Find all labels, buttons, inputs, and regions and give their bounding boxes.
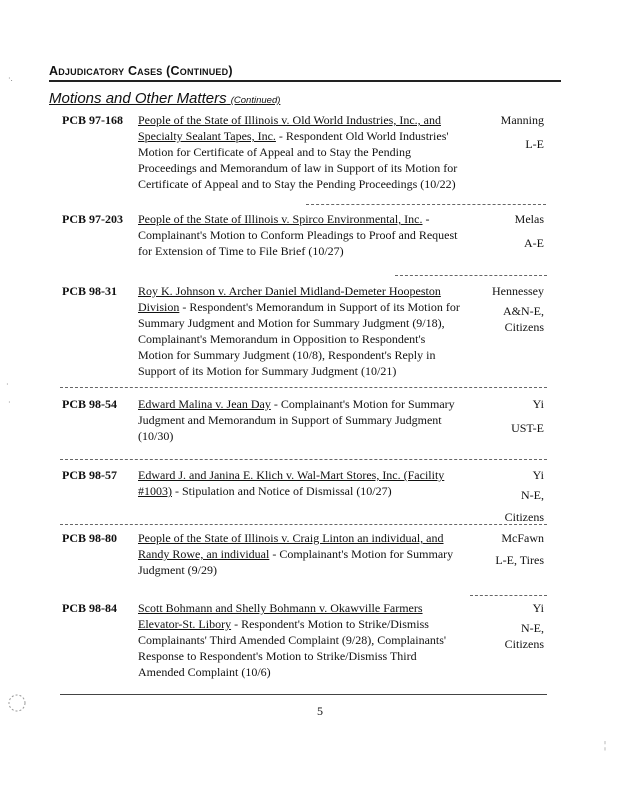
case-title: People of the State of Illinois v. Old World Industries, Inc., and Specialty Sealant Tapes, Inc.	[138, 113, 441, 143]
case-assignment	[454, 600, 544, 656]
case-number: PCB 98-84	[62, 601, 117, 615]
case-tag: Citizens	[504, 510, 544, 524]
scan-speck: ·.	[8, 74, 13, 83]
case-description	[138, 211, 463, 259]
scan-speck: ¦	[604, 740, 607, 751]
page-number: 5	[317, 704, 323, 718]
case-assignment	[454, 211, 544, 255]
entry-divider	[470, 595, 547, 596]
case-assignment	[454, 112, 544, 156]
case-title: People of the State of Illinois v. Craig Linton an individual, and Randy Rowe, an individual	[138, 531, 444, 561]
scan-hole-icon	[6, 692, 28, 714]
entry-divider	[60, 459, 547, 460]
scan-speck: ·	[6, 380, 9, 389]
case-text: - Respondent Old World Industries' Motion for Certificate of Appeal and to Stay the Pending Proceedings and Memorandum of law in Support of its Motion for Certificate of Appeal and to Stay the Pending Proceedings (10/22)	[138, 129, 458, 191]
case-assignment	[454, 283, 544, 339]
case-tag: A&N-E,	[503, 304, 544, 318]
case-tag: Citizens	[504, 637, 544, 651]
case-number: PCB 97-168	[62, 113, 123, 127]
case-text: - Complainant's Motion to Conform Pleadings to Proof and Request for Extension of Time to File Brief (10/27)	[138, 212, 458, 258]
case-number: PCB 98-57	[62, 468, 117, 482]
case-description	[138, 467, 463, 499]
subsection-title: Motions and Other Matters	[49, 90, 227, 107]
case-assignment	[454, 530, 544, 572]
case-number: PCB 98-31	[62, 284, 117, 298]
case-title: Roy K. Johnson v. Archer Daniel Midland-Demeter Hoopeston Division	[138, 284, 441, 314]
subsection-note: (Continued)	[230, 95, 281, 106]
subsection-header	[49, 90, 280, 107]
case-number: PCB 98-54	[62, 397, 117, 411]
case-title: Edward Malina v. Jean Day	[138, 397, 271, 411]
entry-divider	[395, 275, 547, 276]
case-title: Scott Bohmann and Shelly Bohmann v. Okawville Farmers Elevator-St. Libory	[138, 601, 423, 631]
case-description	[138, 112, 463, 192]
case-assignment	[454, 396, 544, 440]
footer-rule	[60, 694, 547, 695]
case-description	[138, 530, 463, 578]
board-member: Yi	[532, 601, 544, 615]
case-tag: L-E, Tires	[495, 553, 544, 567]
case-title: Edward J. and Janina E. Klich v. Wal-Mart Stores, Inc. (Facility #1003)	[138, 468, 445, 498]
board-member: Yi	[532, 397, 544, 411]
case-assignment	[454, 467, 544, 529]
entry-divider	[306, 204, 546, 205]
section-header	[49, 64, 559, 78]
case-title: People of the State of Illinois v. Spirco Environmental, Inc.	[138, 212, 423, 226]
case-number: PCB 97-203	[62, 212, 123, 226]
entry-divider	[60, 387, 547, 388]
case-tag: L-E	[525, 137, 544, 151]
scan-speck: ·	[8, 398, 11, 407]
entry-divider	[60, 524, 547, 525]
board-member: Manning	[500, 113, 544, 127]
case-text: - Complainant's Motion for Summary Judgment (9/29)	[138, 547, 454, 577]
case-text: - Stipulation and Notice of Dismissal (10/27)	[172, 484, 392, 498]
section-title: Adjudicatory Cases (Continued)	[49, 64, 233, 78]
board-member: Melas	[514, 212, 544, 226]
case-tag: A-E	[524, 236, 544, 250]
header-rule	[49, 80, 561, 82]
case-text: - Respondent's Memorandum in Support of its Motion for Summary Judgment and Motion for Summary Judgment (9/18), Complainant's Memorandum in Opposition to Respondent's Motion for Summary Judgment (10/8), Respondent's Reply in Support of its Motion for Summary Judgment (10/21)	[138, 300, 460, 378]
case-tag: Citizens	[504, 320, 544, 334]
case-text: - Complainant's Motion for Summary Judgment and Memorandum in Support of Summary Judgment (10/30)	[138, 397, 455, 443]
case-tag: UST-E	[511, 421, 544, 435]
case-tag: N-E,	[521, 621, 544, 635]
board-member: Yi	[532, 468, 544, 482]
case-description	[138, 396, 463, 444]
case-number: PCB 98-80	[62, 531, 117, 545]
case-text: - Respondent's Motion to Strike/Dismiss Complainants' Third Amended Complaint (9/28), Complainants' Response to Respondent's Motion to Strike/Dismiss Third Amended Complaint (10/6)	[138, 617, 447, 679]
board-member: Hennessey	[492, 284, 544, 298]
case-description	[138, 283, 463, 379]
board-member: McFawn	[501, 531, 544, 545]
case-description	[138, 600, 463, 680]
case-tag: N-E,	[521, 488, 544, 502]
